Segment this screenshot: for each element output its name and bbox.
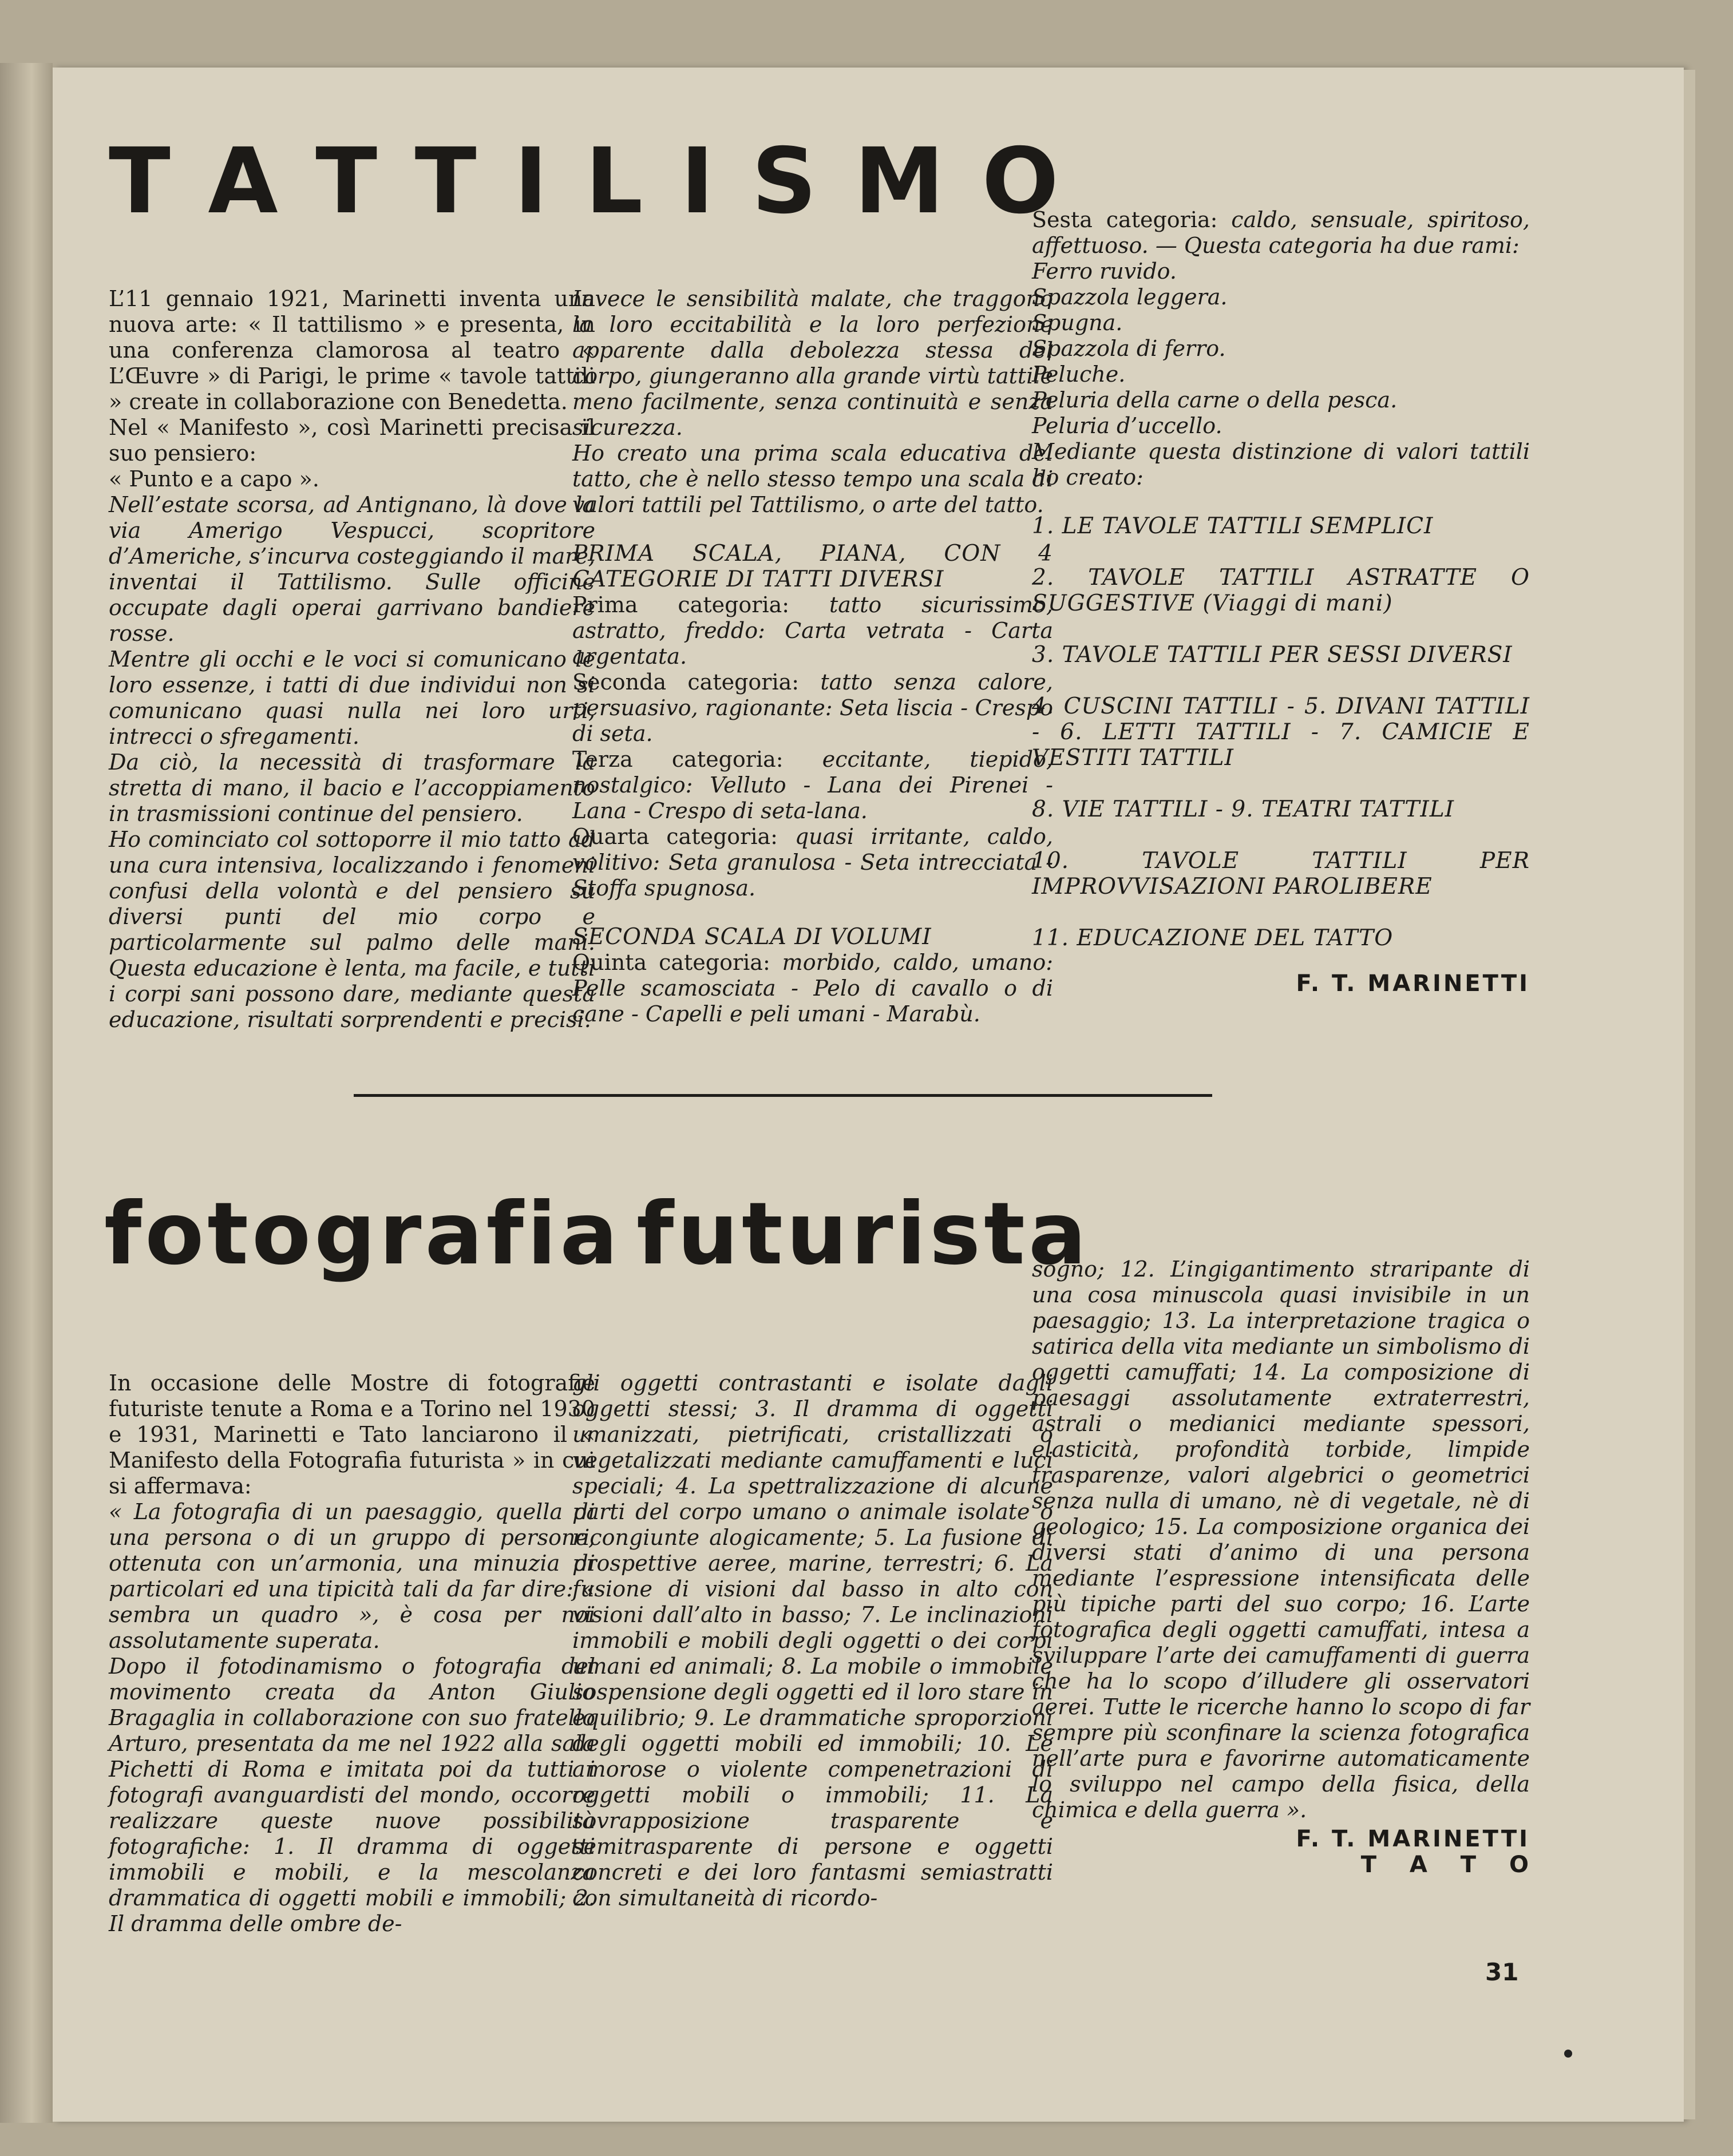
signature-tato: T A T O: [1360, 1852, 1541, 1878]
title-letter: I: [680, 129, 714, 234]
body-paragraph: Dopo il fotodinamismo o fotografia del movimento creata da Anton Giulio Bragaglia in collaborazione con suo fratello Arturo, presentata da me nel 1922 alla sala Pichetti di Roma e imitata poi da tutti i fotografi avanguardisti del mondo, occorre realizzare queste nuove possibilità fotografiche: 1. Il dramma di oggetti immobili e mobili, e la mescolanza drammatica di oggetti mobili e immobili; 2. Il dramma delle ombre de-: [109, 1654, 595, 1936]
title-letter: O: [982, 129, 1059, 234]
list-item: 1. LE TAVOLE TATTILI SEMPLICI: [1032, 513, 1434, 539]
tattilismo-column-3: [1032, 207, 1530, 997]
intro-paragraph: Ho creato una prima scala educativa del tatto, che è nello stesso tempo una scala di valori tattili pel Tattilismo, o arte del tatto.: [572, 441, 1053, 517]
ink-dot: [1564, 2050, 1572, 2058]
book-spine: [0, 63, 53, 2123]
texture-item: Spugna.: [1032, 310, 1123, 335]
texture-item: Spazzola leggera.: [1032, 284, 1228, 310]
category-label: Quarta categoria:: [572, 824, 778, 849]
quote-paragraph: « La fotografia di un paesaggio, quella di una persona o di un gruppo di persone, ottenuta con un’armonia, una minuzia di particolari ed una tipicità tali da far dire: « sembra un quadro », è cosa per noi assolutamente superata.: [109, 1499, 595, 1653]
category-text: tatto senza calore, persuasivo, ragionante: Seta liscia - Crespo di seta.: [572, 669, 1053, 746]
title-letter: A: [208, 129, 278, 234]
texture-item: Spazzola di ferro.: [1032, 336, 1226, 361]
title-letter: I: [514, 129, 548, 234]
texture-item: Peluria della carne o della pesca.: [1032, 387, 1398, 413]
title-letter: L: [585, 129, 643, 234]
signature: F. T. MARINETTI: [1296, 970, 1530, 997]
list-item: 8. VIE TATTILI - 9. TEATRI TATTILI: [1032, 796, 1455, 822]
fotografia-column-2: [572, 1370, 1053, 1911]
intro-paragraph: In occasione delle Mostre di fotografie futuriste tenute a Roma e a Torino nel 1930 e 1931, Marinetti e Tato lanciarono il « Manifesto della Fotografia futurista » in cui si affermava:: [109, 1370, 595, 1499]
tattilismo-column-2: [572, 286, 1053, 1027]
title-letter: M: [854, 129, 944, 234]
category-text: tatto sicurissimo, astratto, freddo: Carta vetrata - Carta argentata.: [572, 592, 1053, 669]
texture-item: Peluche.: [1032, 362, 1126, 387]
body-paragraph: « Punto e a capo ».: [109, 466, 319, 492]
body-paragraph: Ho cominciato col sottoporre il mio tatto ad una cura intensiva, localizzando i fenomeni confusi della volontà e del pensiero su diversi punti del mio corpo e particolarmente sul palmo delle mani. Questa educazione è lenta, ma facile, e tutti i corpi sani possono dare, mediante questa educazione, risultati sorprendenti e precisi.: [109, 827, 595, 1032]
texture-item: Ferro ruvido.: [1032, 259, 1177, 284]
title-letter: T: [109, 129, 171, 234]
list-item: 4. CUSCINI TATTILI - 5. DIVANI TATTILI - 6. LETTI TATTILI - 7. CAMICIE E VESTITI TATTILI: [1032, 693, 1530, 771]
body-paragraph: sogno; 12. L’ingigantimento straripante di una cosa minuscola quasi invisibile in un paesaggio; 13. La interpretazione tragica o satirica della vita mediante un simbolismo di oggetti camuffati; 14. La composizione di paesaggi assolutamente extraterrestri, astrali o medianici mediante spessori, elasticità, profondità torbide, limpide trasparenze, valori algebrici o geometrici senza nulla di umano, nè di vegetale, nè di geologico; 15. La composizione organica dei diversi stati d’animo di una persona mediante l’espressione intensificata delle più tipiche parti del suo corpo; 16. L’arte fotografica degli oggetti camuffati, intesa a sviluppare l’arte dei camuffamenti di guerra che ha lo scopo d’illudere gli osservatori aerei. Tutte le ricerche hanno lo scopo di far sempre più sconfinare la scienza fotografica nell’arte pura e favorirne automaticamente lo sviluppo nel campo della fisica, della chimica e della guerra ».: [1032, 1257, 1530, 1822]
intro-paragraph: Invece le sensibilità malate, che traggono la loro eccitabilità e la loro perfezione apparente dalla debolezza stessa del corpo, giungeranno alla grande virtù tattile meno facilmente, senza continuità e senza sicurezza.: [572, 286, 1053, 440]
tactile-works-list: [1032, 513, 1530, 951]
scale-heading: SECONDA SCALA DI VOLUMI: [572, 924, 932, 950]
category-label: Sesta categoria:: [1032, 207, 1218, 232]
category-entry: [572, 950, 1053, 1027]
category-label: Quinta categoria:: [572, 950, 770, 975]
texture-item: Peluria d’uccello.: [1032, 413, 1222, 438]
texture-list: [1032, 259, 1530, 439]
section-divider: [354, 1094, 1212, 1097]
closing-text: Mediante questa distinzione di valori tattili ho creato:: [1032, 439, 1530, 490]
body-paragraph: Nell’estate scorsa, ad Antignano, là dove la via Amerigo Vespucci, scopritore d’Americhe, s’incurva costeggiando il mare, inventai il Tattilismo. Sulle officine occupate dagli operai garrivano bandiere rosse.: [109, 492, 595, 646]
category-label: Seconda categoria:: [572, 669, 800, 695]
fotografia-column-1: [109, 1370, 595, 1937]
body-paragraph: Nel « Manifesto », così Marinetti precisa il suo pensiero:: [109, 415, 595, 466]
tattilismo-column-1: [109, 286, 595, 1033]
body-paragraph: gli oggetti contrastanti e isolate dagli oggetti stessi; 3. Il dramma di oggetti umanizzati, pietrificati, cristallizzati o vegetalizzati mediante camuffamenti e luci speciali; 4. La spettralizzazione di alcune parti del corpo umano o animale isolate o ricongiunte alogicamente; 5. La fusione di prospettive aeree, marine, terrestri; 6. La fusione di visioni dal basso in alto con visioni dall’alto in basso; 7. Le inclinazioni immobili e mobili degli oggetti o dei corpi umani ed animali; 8. La mobile o immobile sospensione degli oggetti ed il loro stare in equilibrio; 9. Le drammatiche sproporzioni degli oggetti mobili ed immobili; 10. Le amorose o violente compenetrazioni di oggetti mobili o immobili; 11. La sovrapposizione trasparente e semitrasparente di persone e oggetti concreti e dei loro fantasmi semiastratti con simultaneità di ricordo-: [572, 1370, 1053, 1911]
category-entry: [572, 824, 1053, 901]
category-label: Terza categoria:: [572, 747, 784, 772]
title-letter: T: [414, 129, 477, 234]
signature-marinetti: F. T. MARINETTI: [1296, 1826, 1530, 1852]
page-number: 31: [1485, 1958, 1519, 1986]
title-letter: S: [751, 129, 817, 234]
list-item: 10. TAVOLE TATTILI PER IMPROVVISAZIONI PAROLIBERE: [1032, 848, 1530, 899]
page-edge: [1684, 70, 1695, 2119]
tattilismo-title: [109, 129, 1059, 234]
list-item: 11. EDUCAZIONE DEL TATTO: [1032, 925, 1394, 951]
category-entry: [572, 669, 1053, 747]
category-text: quasi irritante, caldo, volitivo: Seta granulosa - Seta intrecciata - Stoffa spugnosa.: [572, 824, 1053, 901]
fotografia-title: fotografia: [104, 1184, 622, 1284]
fotografia-column-3: [1032, 1257, 1541, 1878]
list-item: 2. TAVOLE TATTILI ASTRATTE O SUGGESTIVE (Viaggi di mani): [1032, 565, 1530, 616]
category-entry: [572, 592, 1053, 669]
category-entry: [1032, 207, 1530, 259]
category-text: eccitante, tiepido, nostalgico: Velluto - Lana dei Pirenei - Lana - Crespo di seta-lana.: [572, 747, 1053, 823]
list-item: 3. TAVOLE TATTILI PER SESSI DIVERSI: [1032, 642, 1513, 668]
category-text: morbido, caldo, umano: Pelle scamosciata - Pelo di cavallo o di cane - Capelli e peli umani - Marabù.: [572, 950, 1053, 1027]
category-text: caldo, sensuale, spiritoso, affettuoso. — Questa categoria ha due rami:: [1032, 207, 1530, 258]
futurista-title: futurista: [636, 1184, 1090, 1284]
category-label: Prima categoria:: [572, 592, 790, 617]
scale-heading: PRIMA SCALA, PIANA, CON 4 CATEGORIE DI TATTI DIVERSI: [572, 541, 1053, 592]
category-entry: [572, 747, 1053, 824]
body-paragraph: Da ciò, la necessità di trasformare la stretta di mano, il bacio e l’accoppiamento in trasmissioni continue del pensiero.: [109, 750, 595, 826]
body-paragraph: Mentre gli occhi e le voci si comunicano le loro essenze, i tatti di due individui non si comunicano quasi nulla nei loro urti, intrecci o sfregamenti.: [109, 647, 595, 749]
title-letter: T: [315, 129, 378, 234]
body-paragraph: L’11 gennaio 1921, Marinetti inventa una nuova arte: « Il tattilismo » e presenta, in una conferenza clamorosa al teatro « L’Œuvre » di Parigi, le prime « tavole tattili » create in collaborazione con Benedetta.: [109, 286, 595, 414]
